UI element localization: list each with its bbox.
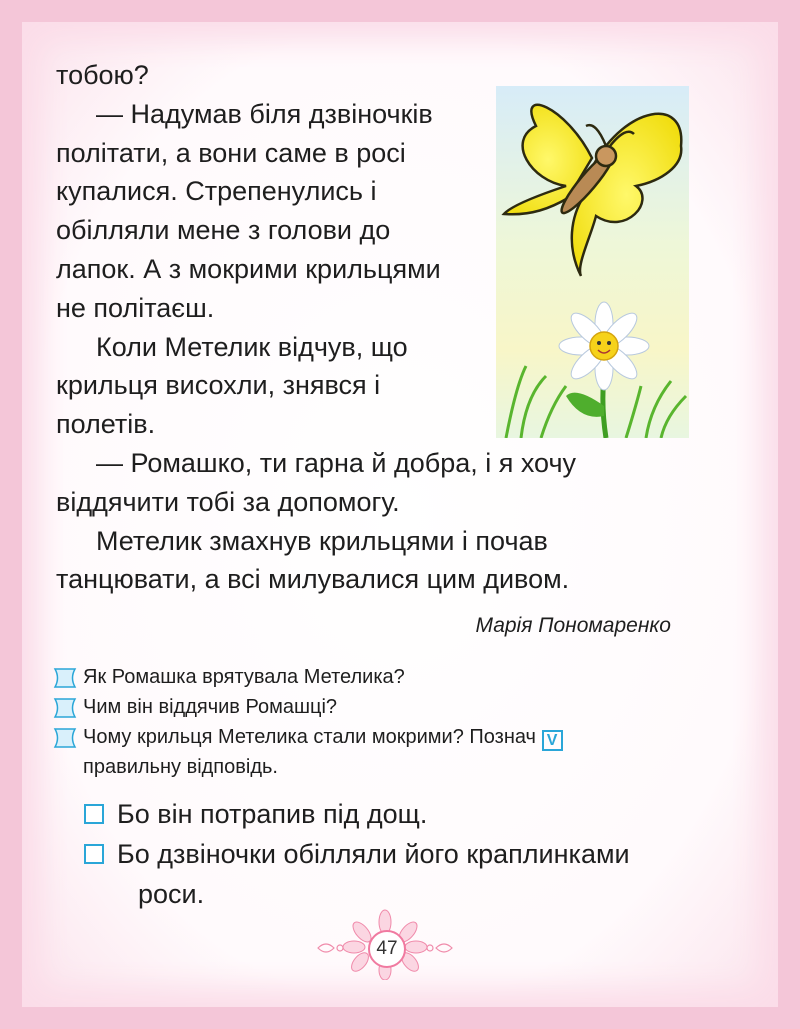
story-paragraph: Коли Метелик відчув, що крильця висохли, знявся і полетів. — [56, 331, 408, 440]
answer-text: Бо він потрапив під дощ. — [117, 799, 428, 829]
page-number-ornament — [310, 908, 460, 980]
answer-checkbox[interactable] — [84, 804, 104, 824]
answer-text: Бо дзвіночки обілляли його краплинками — [117, 839, 630, 869]
question-text-continued: правильну відповідь. — [83, 756, 278, 778]
checkmark-sample-icon: V — [542, 730, 563, 751]
star-badge-icon — [52, 697, 78, 719]
question-item — [50, 692, 710, 722]
answer-options — [84, 794, 724, 914]
butterfly-daisy-illustration — [496, 86, 689, 438]
question-item — [50, 662, 710, 692]
question-text: Чим він віддячив Ромашці? — [83, 696, 338, 718]
question-item — [50, 722, 710, 782]
answer-option — [84, 834, 724, 914]
answer-text-continued: роси. — [138, 879, 205, 909]
answer-option — [84, 794, 724, 834]
question-text: Як Ромашка врятувала Метелика? — [83, 666, 405, 688]
answer-checkbox[interactable] — [84, 844, 104, 864]
page-number: 47 — [368, 930, 406, 968]
story-paragraph: — Надумав біля дзвіночків політати, а вони саме в росі купалися. Стрепенулись і обілляли мене з голови до лапок. А з мокрими крильцями не політаєш. — [56, 98, 441, 323]
question-text: Чому крильця Метелика стали мокрими? Познач — [83, 726, 536, 748]
story-paragraph: — Ромашко, ти гарна й добра, і я хочу віддячити тобі за допомогу. — [56, 447, 577, 517]
story-paragraph: Метелик змахнув крильцями і почав танцювати, а всі милувалися цим дивом. — [56, 525, 570, 595]
star-badge-icon — [52, 667, 78, 689]
double-star-badge-icon — [52, 727, 78, 749]
author-name: Марія Пономаренко — [475, 614, 671, 637]
story-paragraph: тобою? — [56, 60, 149, 90]
question-list — [50, 662, 710, 782]
